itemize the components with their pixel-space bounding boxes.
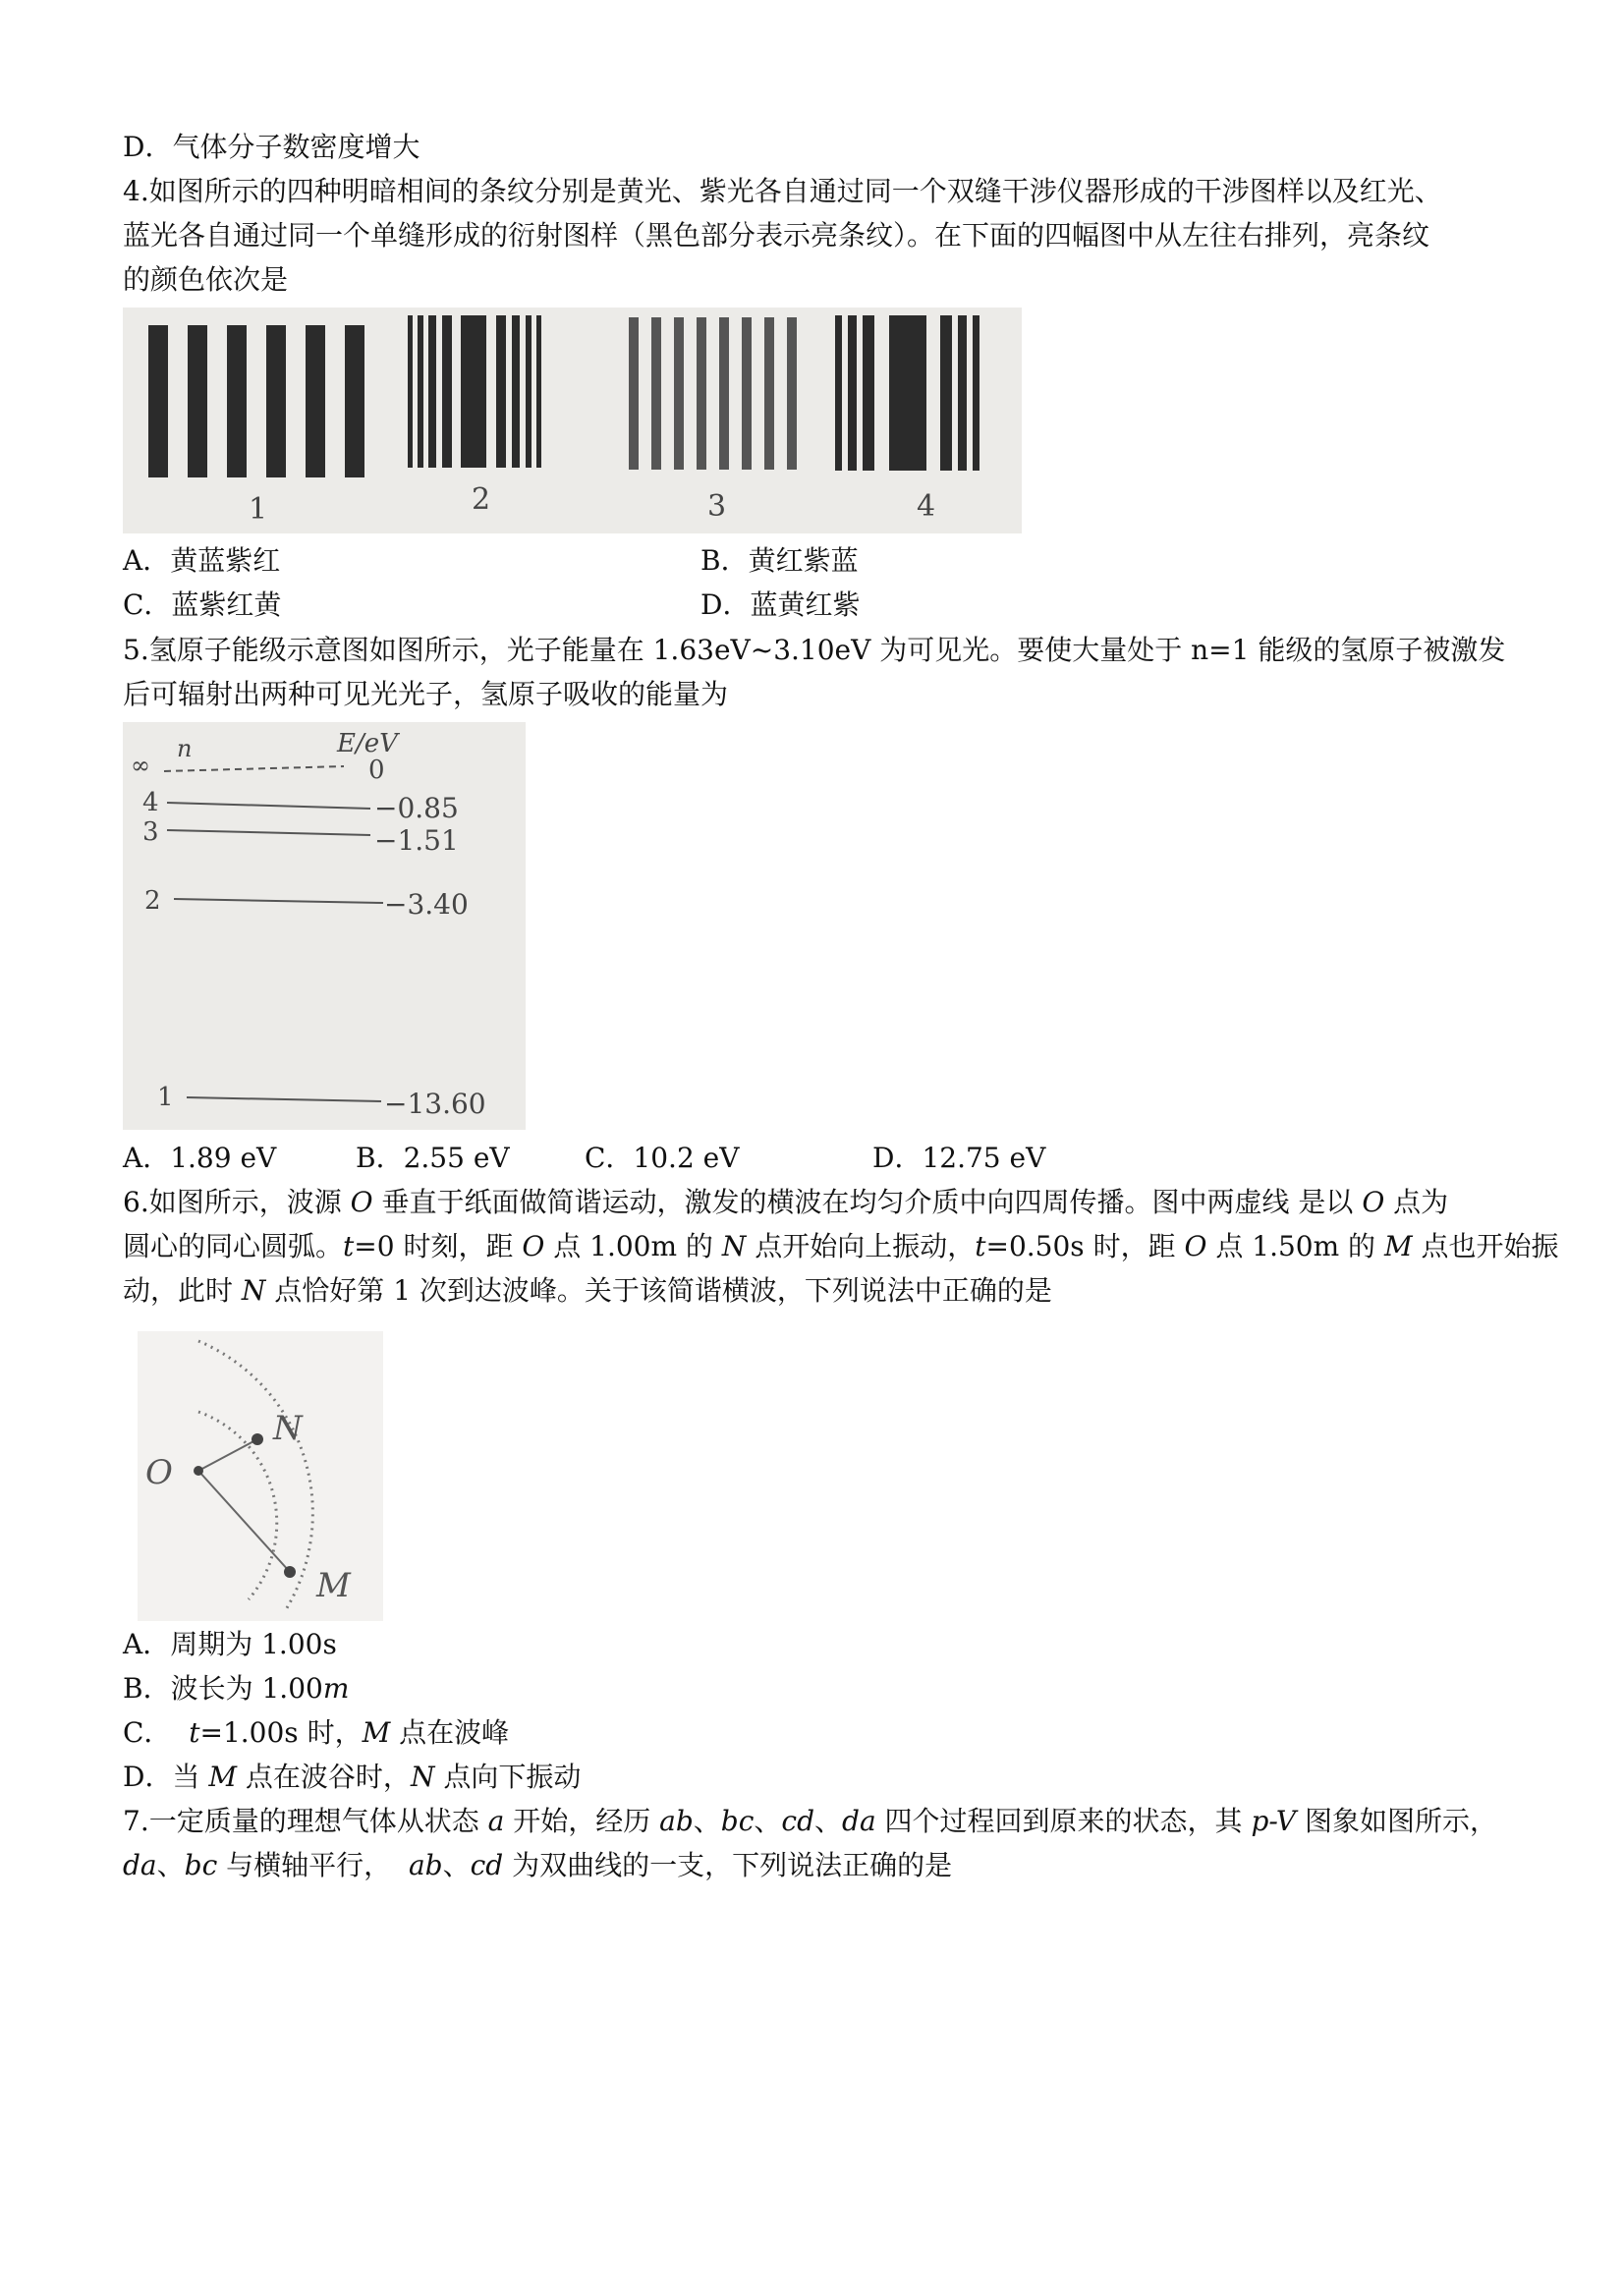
outer-dashed-arc (198, 1341, 312, 1611)
n-axis-label: n (177, 735, 193, 762)
q5-stem-line-2: 后可辐射出两种可见光光子，氢原子吸收的能量为 (123, 678, 729, 710)
inner-dashed-arc (198, 1412, 277, 1599)
level-3-energy: −1.51 (374, 824, 459, 857)
level-3-line (167, 830, 370, 835)
q4-option-d: D．蓝黄红紫 (700, 588, 861, 621)
q4-stem-line-3: 的颜色依次是 (123, 263, 289, 296)
level-1-energy: −13.60 (384, 1088, 486, 1120)
fringe-patterns-figure (123, 308, 1022, 533)
q6-stem-line-2: 圆心的同心圆弧。t=0 时刻，距 O 点 1.00m 的 N 点开始向上振动，t=0.50s 时，距 O 点 1.50m 的 M 点也开始振 (123, 1230, 1559, 1262)
level-2-n: 2 (144, 886, 161, 916)
fringe-label-2: 2 (472, 482, 491, 517)
point-m (284, 1566, 296, 1578)
q4-option-a: A．黄蓝紫红 (123, 544, 281, 577)
q6-option-b: B．波长为 1.00m (123, 1672, 350, 1705)
level-inf-energy: 0 (368, 756, 385, 785)
energy-axis-label: E/eV (337, 729, 398, 758)
point-n (252, 1433, 263, 1445)
q5-stem-line-1: 5.氢原子能级示意图如图所示，光子能量在 1.63eV~3.10eV 为可见光。要使大量处于 n=1 能级的氢原子被激发 (123, 634, 1506, 666)
level-3-n: 3 (142, 817, 159, 847)
fringe-label-1: 1 (249, 492, 268, 527)
q7-stem-line-2: da、bc 与横轴平行， ab、cd 为双曲线的一支，下列说法正确的是 (123, 1849, 953, 1881)
fringe-pattern-3 (629, 317, 797, 470)
q5-option-d: D．12.75 eV (872, 1142, 1046, 1174)
q4-stem-line-1: 4.如图所示的四种明暗相间的条纹分别是黄光、紫光各自通过同一个双缝干涉仪器形成的干涉图样以及红光、 (123, 175, 1442, 207)
wave-arcs-figure (138, 1331, 383, 1621)
q5-option-b: B．2.55 eV (356, 1142, 510, 1174)
segment-o-n (198, 1439, 257, 1471)
segment-o-m (198, 1471, 290, 1572)
q6-option-c: C． t=1.00s 时，M 点在波峰 (123, 1716, 510, 1749)
level-inf-line (164, 766, 344, 771)
q4-option-c: C．蓝紫红黄 (123, 588, 282, 621)
q3-option-d: D．气体分子数密度增大 (123, 131, 420, 163)
q7-stem-line-1: 7.一定质量的理想气体从状态 a 开始，经历 ab、bc、cd、da 四个过程回到原来的状态，其 p-V 图象如图所示， (123, 1805, 1497, 1837)
fringe-label-3: 3 (707, 489, 727, 524)
label-o: O (145, 1453, 173, 1492)
level-2-energy: −3.40 (384, 888, 469, 921)
q5-option-a: A．1.89 eV (123, 1142, 277, 1174)
level-1-line (187, 1097, 381, 1101)
fringe-pattern-1 (148, 325, 364, 477)
label-m: M (316, 1566, 351, 1605)
energy-level-diagram (123, 722, 526, 1130)
level-4-line (167, 803, 370, 809)
level-1-n: 1 (157, 1083, 174, 1112)
q6-stem-line-1: 6.如图所示，波源 O 垂直于纸面做简谐运动，激发的横波在均匀介质中向四周传播。图中两虚线 是以 O 点为 (123, 1186, 1449, 1218)
q5-option-c: C．10.2 eV (585, 1142, 740, 1174)
fringe-pattern-4 (835, 315, 979, 471)
fringe-pattern-2 (408, 315, 541, 468)
level-2-line (174, 899, 383, 903)
level-4-energy: −0.85 (374, 792, 459, 824)
point-o (194, 1466, 203, 1476)
level-inf-n: ∞ (131, 752, 150, 779)
q4-stem-line-2: 蓝光各自通过同一个单缝形成的衍射图样（黑色部分表示亮条纹）。在下面的四幅图中从左往右排列，亮条纹 (123, 219, 1430, 252)
fringe-label-4: 4 (917, 489, 936, 524)
q6-option-d: D．当 M 点在波谷时，N 点向下振动 (123, 1761, 582, 1793)
q4-option-b: B．黄红紫蓝 (700, 544, 859, 577)
q6-option-a: A．周期为 1.00s (123, 1628, 337, 1660)
level-4-n: 4 (142, 788, 159, 817)
q6-stem-line-3: 动，此时 N 点恰好第 1 次到达波峰。关于该简谐横波，下列说法中正确的是 (123, 1274, 1052, 1307)
label-n: N (273, 1409, 303, 1448)
